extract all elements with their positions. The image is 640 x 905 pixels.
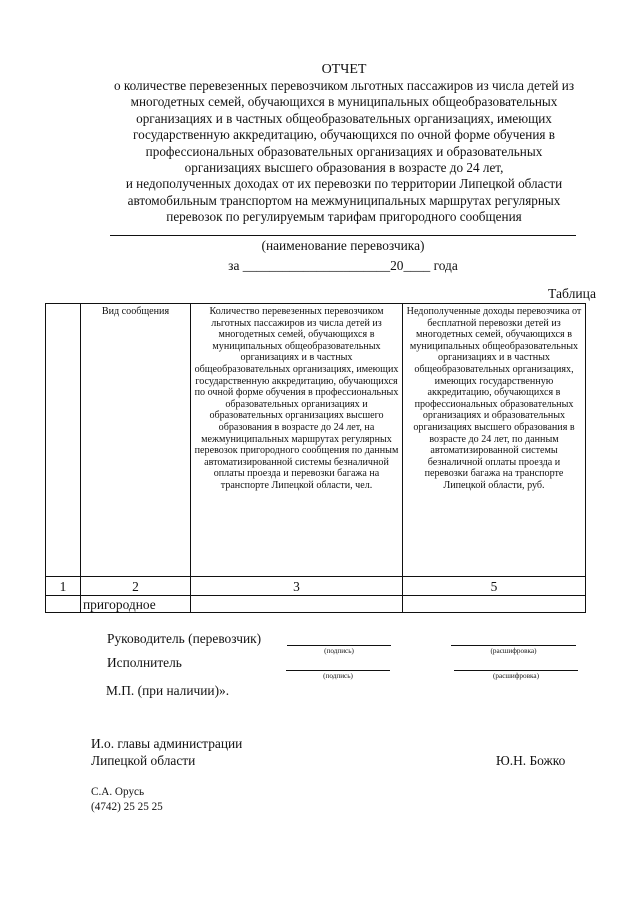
- head-signature-line: [287, 645, 391, 646]
- report-period: [110, 258, 576, 274]
- table-row: [46, 596, 586, 613]
- contact-phone: (4742) 25 25 25: [91, 801, 163, 813]
- report-table: [45, 303, 586, 613]
- table-cell: [191, 596, 403, 613]
- period-prefix: за: [228, 258, 240, 273]
- executor-signature-line: [286, 670, 390, 671]
- table-caption: Таблица: [548, 286, 596, 301]
- subtitle-line: государственную аккредитацию, обучающихся по очной форме обучения в: [133, 127, 555, 143]
- subtitle-line: организациях и в частных общеобразовательных организациях, имеющих: [136, 110, 552, 126]
- subtitle-line: о количестве перевезенных перевозчиком льготных пассажиров из числа детей из: [113, 78, 575, 93]
- stamp-note: М.П. (при наличии)».: [106, 683, 230, 698]
- contact-name: С.А. Орусь: [91, 786, 145, 798]
- head-decode-line: [451, 645, 576, 646]
- subtitle-line: профессиональных образовательных организациях и образовательных: [145, 143, 543, 159]
- header-cell-lost-income: Недополученные доходы перевозчика от бесплатной перевозки детей из многодетных семей, обучающихся в муниципальных общеобразовательных организациях и в частных общеобразовательных организациях, имеющих государственную аккредитацию, обучающихся в профессиональных образовательных организациях и образовательных организациях высшего образования в возрасте до 24 лет, по данным автоматизированной системы безналичной оплаты проезда и перевозки багажа на транспорте Липецкой области, руб.: [403, 304, 586, 577]
- subtitle-line: автомобильным транспортом на межмуниципальных маршрутах регулярных: [127, 192, 561, 208]
- footer-position-line: Липецкой области: [91, 753, 196, 768]
- report-header: [60, 62, 628, 226]
- executor-signature-label: Исполнитель: [107, 655, 182, 670]
- column-number: 1: [46, 577, 81, 596]
- report-title: ОТЧЕТ: [321, 62, 367, 77]
- footer-signer: Ю.Н. Божко: [496, 753, 566, 768]
- carrier-name-caption: (наименование перевозчика): [261, 238, 425, 253]
- subtitle-line: организациях высшего образования в возрасте до 24 лет,: [184, 160, 504, 176]
- period-suffix: года: [433, 258, 458, 273]
- period-blank: ______________________: [242, 258, 391, 273]
- footer-position: [91, 735, 242, 769]
- header-cell-number: [46, 304, 81, 577]
- subtitle-line: многодетных семей, обучающихся в муниципальных общеобразовательных: [130, 94, 558, 110]
- period-year: 20: [390, 258, 404, 273]
- executor-decode-hint: (расшифровка): [493, 672, 539, 680]
- carrier-name-line: [110, 235, 576, 236]
- table-header-row: [46, 304, 586, 577]
- column-number: 2: [81, 577, 191, 596]
- table-cell: [403, 596, 586, 613]
- header-cell-passengers: Количество перевезенных перевозчиком льготных пассажиров из числа детей из многодетных семей, обучающихся в муниципальных общеобразовательных организациях и в частных общеобразовательных организациях, имеющих государственную аккредитацию, обучающихся по очной форме обучения в профессиональных образовательных организациях и образовательных организациях высшего образования в возрасте до 24 лет, на межмуниципальных маршрутах регулярных перевозок пригородного сообщения по данным автоматизированной системы безналичной оплаты проезда и перевозки багажа на транспорте Липецкой области, чел.: [191, 304, 403, 577]
- head-signature-hint: (подпись): [324, 647, 354, 655]
- column-number: 5: [403, 577, 586, 596]
- executor-decode-line: [454, 670, 578, 671]
- subtitle-line: перевозок по регулируемым тарифам пригородного сообщения: [166, 209, 522, 225]
- period-year-blank: ____: [403, 258, 431, 273]
- column-number: 3: [191, 577, 403, 596]
- footer-contact: [91, 785, 163, 815]
- footer-position-line: И.о. главы администрации: [91, 736, 243, 751]
- table-cell: пригородное: [81, 596, 191, 613]
- head-decode-hint: (расшифровка): [490, 647, 537, 655]
- subtitle-line: и недополученных доходах от их перевозки по территории Липецкой области: [125, 176, 563, 192]
- column-number-row: [46, 577, 586, 596]
- report-subtitle: [60, 78, 628, 226]
- table-cell: [46, 596, 81, 613]
- head-signature-label: Руководитель (перевозчик): [107, 631, 262, 646]
- header-cell-type: Вид сообщения: [81, 304, 191, 577]
- executor-signature-hint: (подпись): [323, 672, 353, 680]
